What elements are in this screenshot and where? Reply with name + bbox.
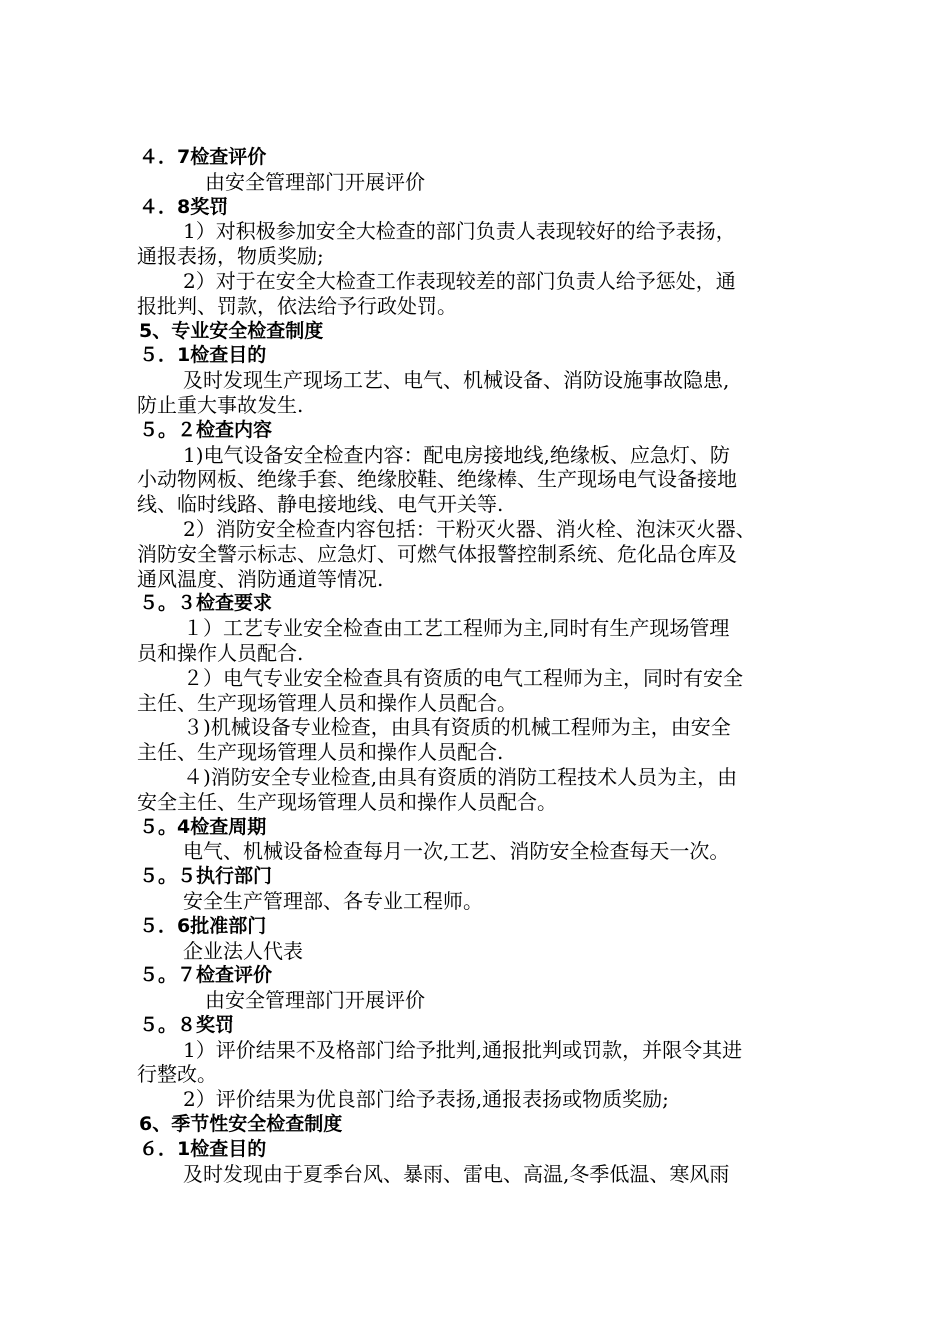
paragraph-line: 由安全管理部门开展评价 [205,169,425,194]
paragraph-line: 员和操作人员配合. [137,640,304,665]
paragraph-line: 主任、生产现场管理人员和操作人员配合。 [137,690,517,715]
paragraph-line: 通报表扬，物质奖励; [137,244,324,269]
paragraph-line: ３)机械设备专业检查，由具有资质的机械工程师为主，由安全 [183,715,731,740]
section-heading: ５．6批准部门 [139,914,267,937]
paragraph-line: 1)电气设备安全检查内容：配电房接地线,绝缘板、应急灯、防 [183,442,730,467]
section-heading: ５。５执行部门 [139,865,273,888]
paragraph-line: 企业法人代表 [183,938,303,963]
paragraph-line: 报批判、罚款，依法给予行政处罚。 [137,293,457,318]
section-heading: 5、专业安全检查制度 [139,319,324,342]
paragraph-line: 小动物网板、绝缘手套、绝缘胶鞋、绝缘棒、生产现场电气设备接地 [137,467,737,492]
section-heading: ５。２检查内容 [139,418,273,441]
paragraph-line: ４)消防安全专业检查,由具有资质的消防工程技术人员为主，由 [183,764,738,789]
section-heading: ４．8奖罚 [139,195,229,218]
paragraph-line: ２）电气专业安全检查具有资质的电气工程师为主，同时有安全 [183,665,743,690]
paragraph-line: 消防安全警示标志、应急灯、可燃气体报警控制系统、危化品仓库及 [137,541,737,566]
paragraph-line: 行整改。 [137,1062,217,1087]
paragraph-line: 2）评价结果为优良部门给予表扬,通报表扬或物质奖励; [183,1087,669,1112]
section-heading: 6、季节性安全检查制度 [139,1113,343,1136]
section-heading: ５。4检查周期 [139,815,267,838]
section-heading: ５。３检查要求 [139,592,273,615]
paragraph-line: 通风温度、消防通道等情况. [137,566,384,591]
paragraph-line: 及时发现由于夏季台风、暴雨、雷电、高温,冬季低温、寒风雨 [183,1161,730,1186]
paragraph-line: 线、临时线路、静电接地线、电气开关等. [137,492,504,517]
paragraph-line: 安全主任、生产现场管理人员和操作人员配合。 [137,789,557,814]
paragraph-line: 安全生产管理部、各专业工程师。 [183,888,483,913]
document-page [137,145,827,1186]
paragraph-line: 主任、生产现场管理人员和操作人员配合. [137,740,504,765]
paragraph-line: 2）对于在安全大检查工作表现较差的部门负责人给予惩处，通 [183,268,736,293]
paragraph-line: 及时发现生产现场工艺、电气、机械设备、消防设施事故隐患, [183,368,730,393]
paragraph-line: １）工艺专业安全检查由工艺工程师为主,同时有生产现场管理 [183,616,730,641]
section-heading: ４．7检查评价 [139,146,267,168]
section-heading: ５。８奖罚 [139,1013,235,1036]
paragraph-line: 由安全管理部门开展评价 [205,988,425,1013]
paragraph-line: 1）评价结果不及格部门给予批判,通报批判或罚款，并限令其进 [183,1037,743,1062]
paragraph-line: 电气、机械设备检查每月一次,工艺、消防安全检查每天一次。 [183,839,730,864]
paragraph-line: 2）消防安全检查内容包括：干粉灭火器、消火栓、泡沫灭火器、 [183,516,756,541]
paragraph-line: 防止重大事故发生. [137,392,304,417]
paragraph-line: 1）对积极参加安全大检查的部门负责人表现较好的给予表扬， [183,219,736,244]
section-heading: ６．1检查目的 [139,1137,267,1160]
section-heading: ５．1检查目的 [139,344,267,367]
section-heading: ５。７检查评价 [139,964,273,987]
